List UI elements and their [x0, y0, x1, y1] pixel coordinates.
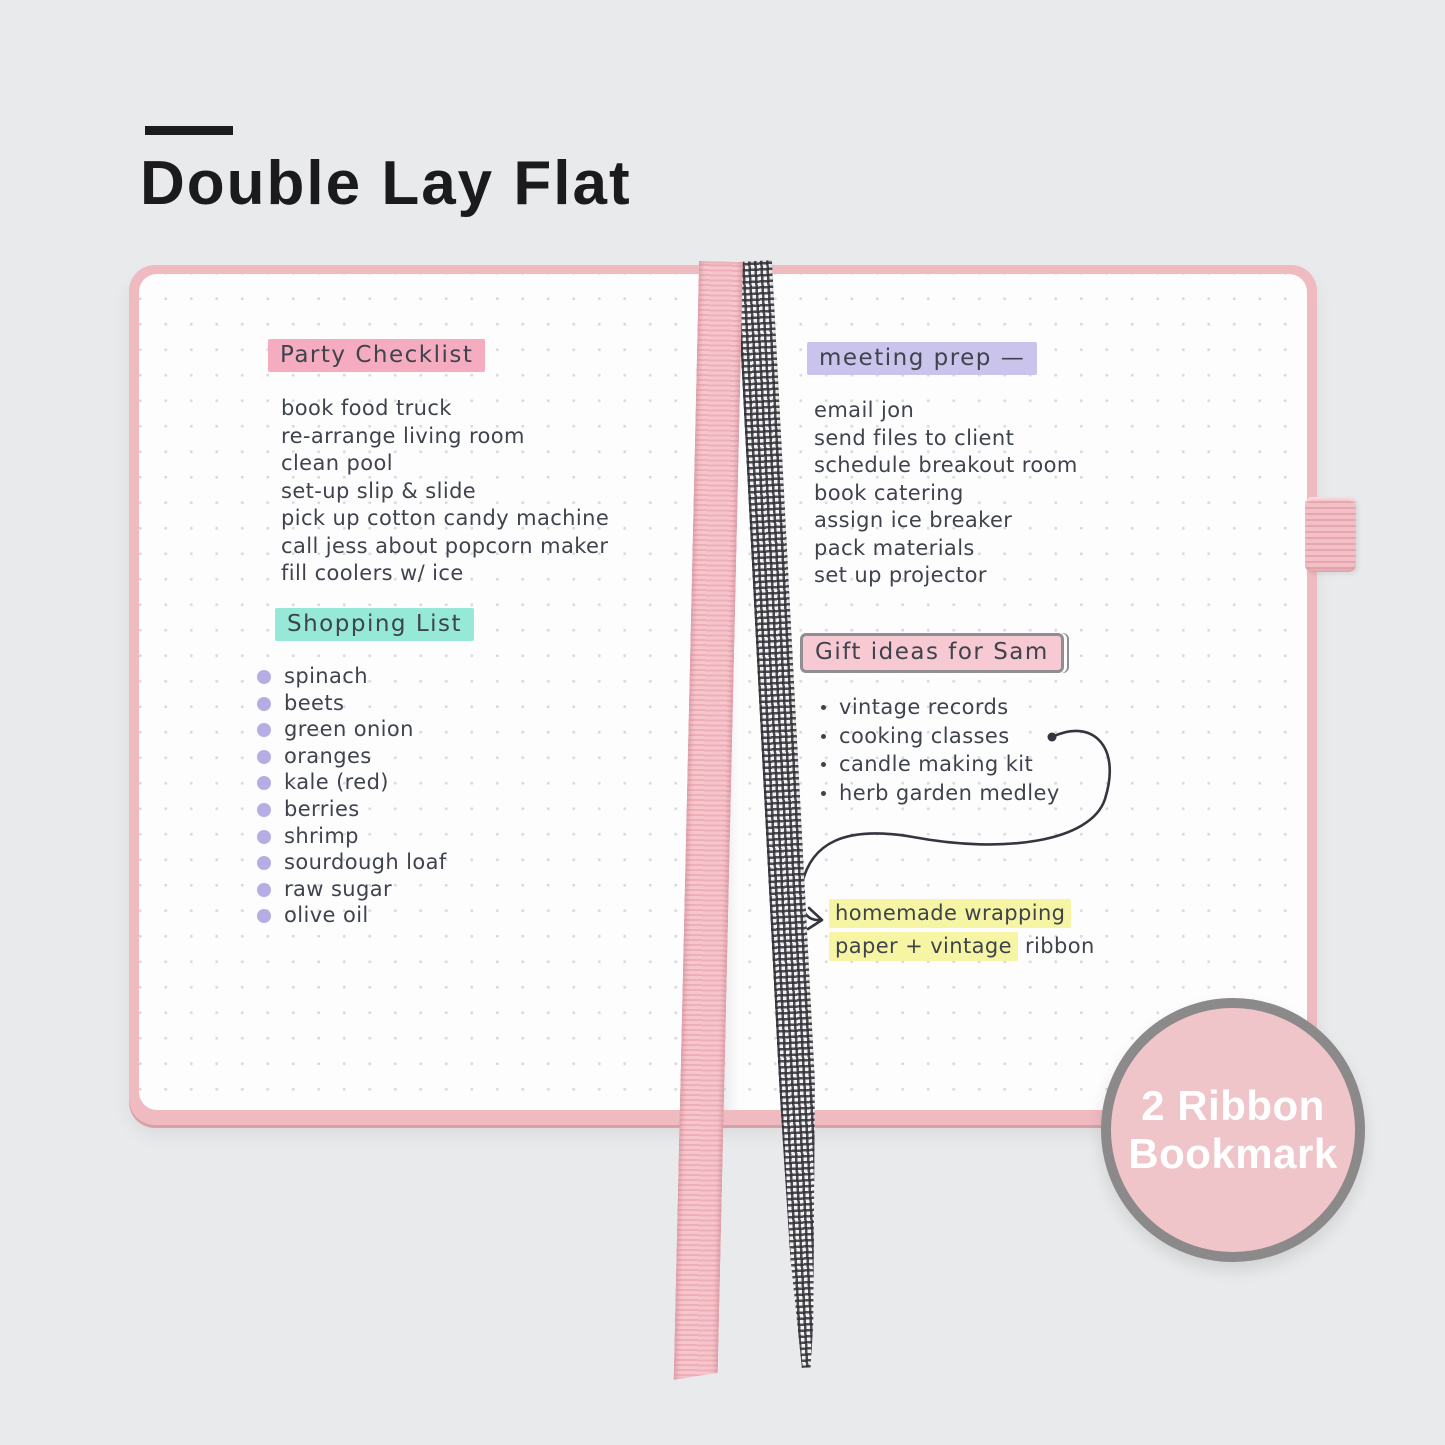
gift-note-line2: paper + vintage ribbon [829, 934, 1095, 958]
gift-heading-frame: Gift ideas for Sam [800, 633, 1064, 673]
meeting-list-item: assign ice breaker [814, 508, 1013, 532]
gift-list-item: herb garden medley [821, 779, 1060, 808]
pen-loop [1305, 497, 1356, 572]
shopping-list-item: shrimp [257, 823, 447, 850]
meeting-list-item: schedule breakout room [814, 453, 1078, 477]
party-list-item: set-up slip & slide [281, 478, 477, 503]
title-dash [145, 126, 233, 135]
shopping-list-item: beets [257, 690, 447, 717]
meeting-list-item: set up projector [814, 563, 987, 587]
shopping-list-item: kale (red) [257, 769, 447, 796]
party-checklist-list [281, 395, 609, 588]
meeting-list-item: pack materials [814, 535, 975, 560]
party-list-item: book food truck [281, 396, 452, 420]
badge-line2: Bookmark [1128, 1130, 1338, 1177]
meeting-prep-list [814, 397, 1078, 590]
party-list-item: pick up cotton candy machine [281, 506, 610, 530]
meeting-list-item: book catering [814, 480, 964, 505]
gift-list-item: cooking classes [821, 722, 1060, 751]
shopping-list-item: raw sugar [257, 876, 447, 903]
shopping-list-item: green onion [257, 716, 447, 743]
party-list-item: clean pool [281, 451, 394, 475]
page-title: Double Lay Flat [140, 149, 632, 218]
shopping-list-item: spinach [257, 663, 447, 690]
party-list-item: call jess about popcorn maker [281, 533, 609, 558]
meeting-prep-heading [807, 342, 1037, 375]
gift-list-item: vintage records [821, 693, 1060, 722]
party-list-item: re-arrange living room [281, 423, 525, 448]
meeting-list-item: email jon [814, 398, 915, 422]
meeting-heading-highlight: meeting prep — [807, 342, 1037, 375]
badge-line1: 2 Ribbon [1141, 1082, 1325, 1130]
shopping-list-heading [275, 608, 474, 641]
party-list-item: fill coolers w/ ice [281, 561, 464, 585]
party-heading-highlight: Party Checklist [268, 339, 485, 372]
gift-ideas-heading [800, 633, 1064, 673]
shopping-list [257, 663, 447, 929]
shopping-list-item: olive oil [257, 902, 447, 929]
shopping-heading-highlight: Shopping List [275, 608, 474, 641]
ribbon-bookmark-badge [1101, 998, 1365, 1262]
gift-list-item: candle making kit [821, 750, 1060, 779]
shopping-list-item: oranges [257, 743, 447, 770]
shopping-list-item: sourdough loaf [257, 849, 447, 876]
meeting-list-item: send files to client [814, 425, 1015, 450]
gift-ideas-list [821, 693, 1060, 807]
party-checklist-heading [268, 339, 485, 372]
gift-note-line1: homemade wrapping [829, 901, 1071, 925]
shopping-list-item: berries [257, 796, 447, 823]
